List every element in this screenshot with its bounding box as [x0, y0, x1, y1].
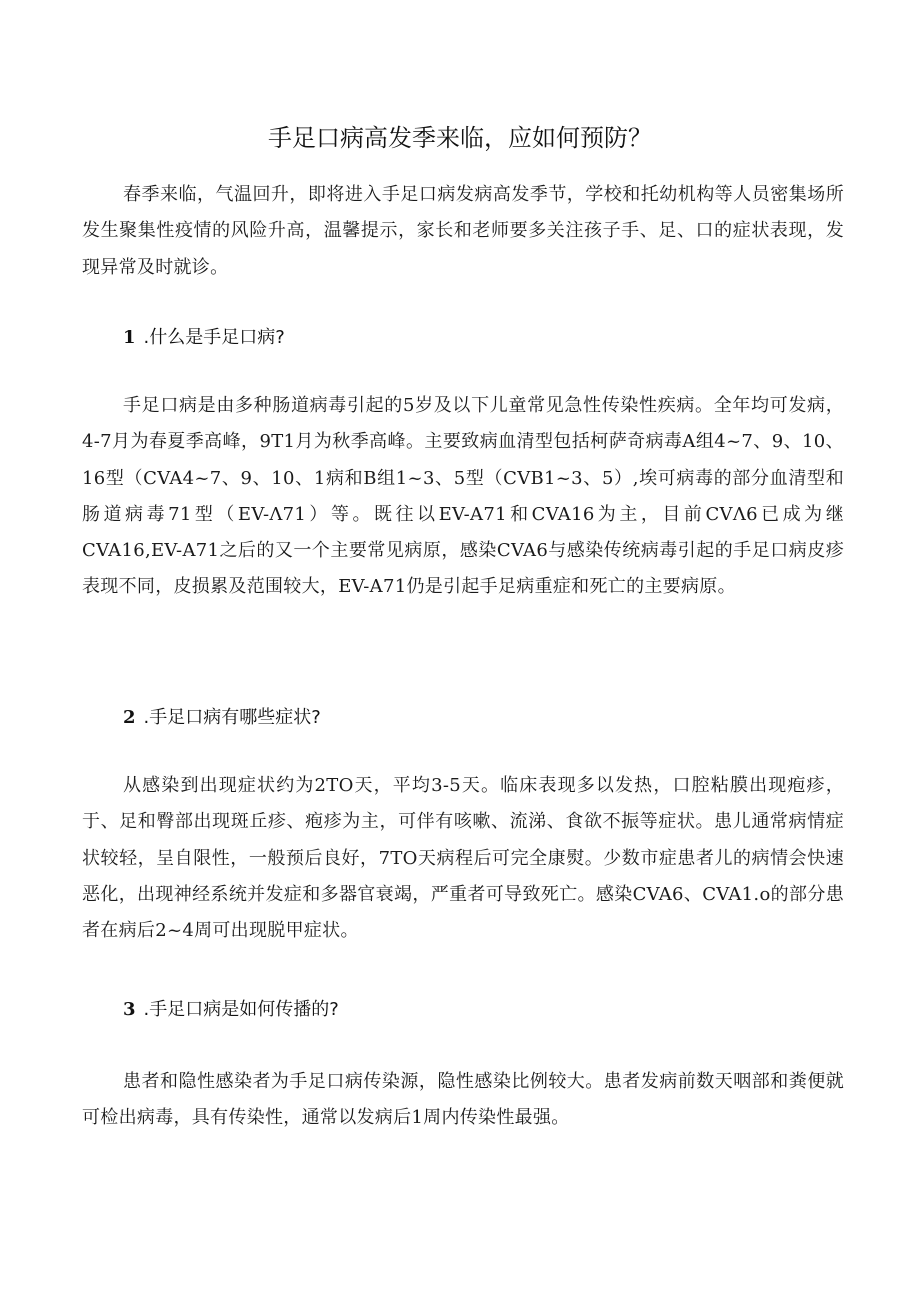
section-number: 1	[123, 327, 136, 348]
section-number: 2	[123, 707, 136, 728]
section-body-2: 从感染到出现症状约为2TO天，平均3-5天。临床表现多以发热，口腔粘膜出现疱疹，于、足和臀部出现斑丘疹、疱疹为主，可伴有咳嗽、流涕、食欲不振等症状。患儿通常病情症状较轻，呈自限性，一般预后良好，7TO天病程后可完全康熨。少数市症患者儿的病情会快速恶化，出现神经系统并发症和多器官衰竭，严重者可导致死亡。感染CVA6、CVA1.o的部分患者在病后2~4周可出现脱甲症状。	[82, 775, 844, 942]
document-title: 手足口病高发季来临，应如何预防？	[268, 124, 652, 152]
section-heading-text: .手足口病有哪些症状?	[143, 707, 321, 728]
section-heading-text: .什么是手足口病?	[143, 327, 285, 348]
section-number: 3	[123, 999, 136, 1020]
section-body-3: 患者和隐性感染者为手足口病传染源，隐性感染比例较大。患者发病前数天咽部和粪便就可检出病毒，具有传染性，通常以发病后1周内传染性最强。	[82, 1071, 844, 1129]
intro-paragraph: 春季来临，气温回升，即将进入手足口病发病高发季节，学校和托幼机构等人员密集场所发生聚集性疫情的风险升高，温馨提示，家长和老师要多关注孩子手、足、口的症状表现，发现异常及时就诊。	[82, 184, 844, 278]
section-heading-text: .手足口病是如何传播的?	[143, 999, 339, 1020]
section-body-1: 手足口病是由多种肠道病毒引起的5岁及以下儿童常见急性传染性疾病。全年均可发病，4-7月为春夏季高峰，9T1月为秋季高峰。主要致病血清型包括柯萨奇病毒A组4~7、9、10、16型（CVA4~7、9、10、1病和B组1~3、5型（CVB1~3、5）,埃可病毒的部分血清型和肠道病毒71型（EV-Λ71）等。既往以EV-A71和CVA16为主，目前CVΛ6已成为继CVA16,EV-A71之后的又一个主要常见病原，感染CVA6与感染传统病毒引起的手足口病皮疹表现不同，皮损累及范围较大，EV-A71仍是引起手足病重症和死亡的主要病原。	[82, 395, 844, 598]
section-heading-3	[123, 995, 823, 1025]
section-heading-1	[123, 323, 823, 353]
section-heading-2	[123, 703, 823, 733]
